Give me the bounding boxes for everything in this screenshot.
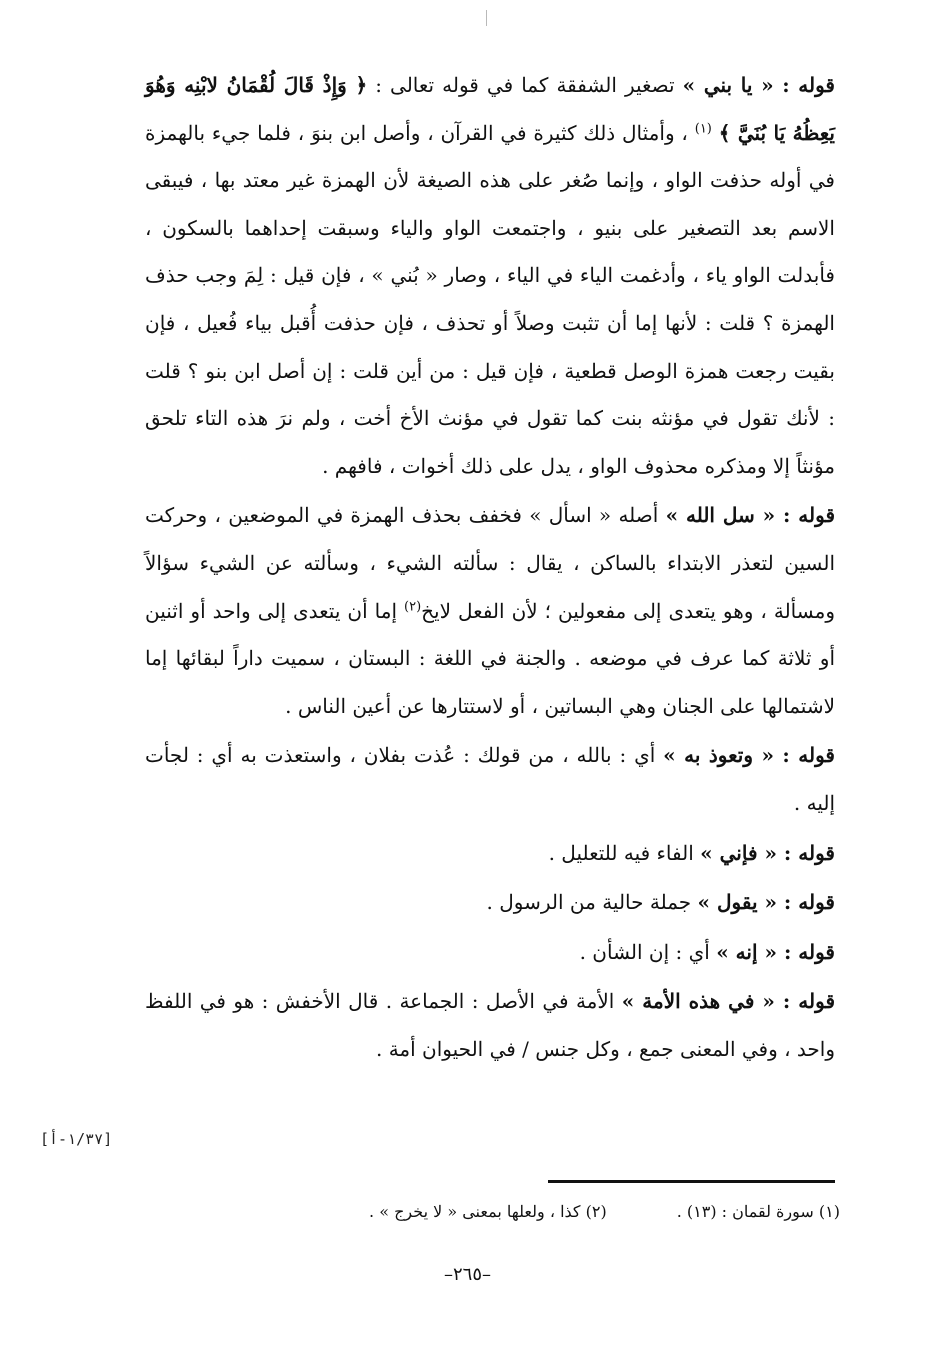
paragraph-text: جملة حالية من الرسول .: [486, 890, 698, 915]
paragraph-yaqul: [145, 879, 835, 927]
paragraph-lead: قوله : « سل الله »: [665, 503, 835, 528]
footnote-ref-2: (٢): [404, 598, 422, 614]
paragraph-lead: قوله : « إنه »: [716, 939, 835, 964]
paragraph-fainni: [145, 830, 835, 878]
paragraph-text: أي : إن الشأن .: [579, 939, 717, 964]
paragraph-lead: قوله : « في هذه الأمة »: [621, 989, 836, 1014]
main-text: [145, 62, 835, 1073]
footnote-divider: [548, 1180, 835, 1183]
paragraph-hadhihi-al-umma: [145, 978, 835, 1073]
manuscript-folio-marker: [١/٣٧-أ]: [40, 1130, 113, 1148]
paragraph-text: الأمة في الأصل : الجماعة . قال الأخفش : هو في اللفظ واحد ، وفي المعنى جمع ، وكل جنس / في الحيوان أمة .: [145, 989, 835, 1061]
footnote-2: (٢) كذا ، ولعلها بمعنى « لا يخرج » .: [369, 1202, 607, 1221]
paragraph-text: أي : بالله ، من قولك : عُذت بفلان ، واستعذت به أي : لجأت إليه .: [145, 743, 835, 815]
paragraph-text: إما أن يتعدى إلى واحد أو اثنين أو ثلاثة كما عرف في موضعه . والجنة في اللغة : البستان ، سميت داراً لبقائها إما لاشتمالها على الجنان وهي البساتين ، أو لاستتارها عن أعين الناس .: [145, 598, 835, 718]
scan-mark: [486, 10, 487, 26]
paragraph-text: تصغير الشفقة كما في قوله تعالى :: [367, 73, 683, 97]
footnote-ref-1: (١): [694, 120, 712, 136]
page-number: –٢٦٥–: [443, 1264, 491, 1285]
paragraph-sal-allah: [145, 492, 835, 730]
paragraph-lead: قوله : « يا بني »: [682, 73, 835, 97]
paragraph-text: ، وأمثال ذلك كثيرة في القرآن ، وأصل ابن بنوَ ، فلما جيء بالهمزة في أوله حذفت الواو ، وإنما صُغر على هذه الصيغة لأن الهمزة غير معتد بها ، فيبقى الاسم بعد التصغير على بنيو ، واجتمعت الواو والياء وسبقت إحداهما بالسكون ، فأبدلت الواو ياء ، وأدغمت الياء في الياء ، وصار « بُني » ، فإن قيل : لِمَ وجب حذف الهمزة ؟ قلت : لأنها إما أن تثبت وصلاً أو تحذف ، فإن حذفت أُقبل بياء فُعيل ، فإن بقيت رجعت همزة الوصل قطعية ، فإن قيل : من أين قلت : إن أصل ابن بنو ؟ قلت : لأنك تقول في مؤنثه بنت كما تقول في مؤنث الأخ أخت ، ولم نرَ هذه التاء تلحق مؤنثاً إلا ومذكره محذوف الواو ، يدل على ذلك أخوات ، فافهم .: [145, 120, 835, 478]
paragraph-taawwadh: [145, 732, 835, 827]
footnotes: [150, 1202, 840, 1221]
paragraph-lead: قوله : « يقول »: [697, 890, 835, 915]
paragraph-text: الفاء فيه للتعليل .: [548, 840, 701, 865]
quran-verse: ﴿ وَإِذْ قَالَ لُقْمَانُ لابْنِه وَهُوَ يَعِظُهُ يَا بُنَيَّ ﴾: [145, 73, 835, 145]
paragraph-text: أصله « اسأل » فخفف بحذف الهمزة في الموضعين ، وحركت السين لتعذر الابتداء بالساكن ، يقال : سألته الشيء ، وسألته عن الشيء سؤالاً ومسألة ، وهو يتعدى إلى مفعولين ؛ لأن الفعل لايخ: [145, 503, 835, 623]
paragraph-lead: قوله : « وتعوذ به »: [663, 743, 835, 768]
paragraph-innahu: [145, 929, 835, 977]
paragraph-ya-bunayya: [145, 62, 835, 490]
paragraph-lead: قوله : « فإني »: [700, 840, 835, 865]
footnote-1: (١) سورة لقمان : (١٣) .: [676, 1202, 840, 1221]
